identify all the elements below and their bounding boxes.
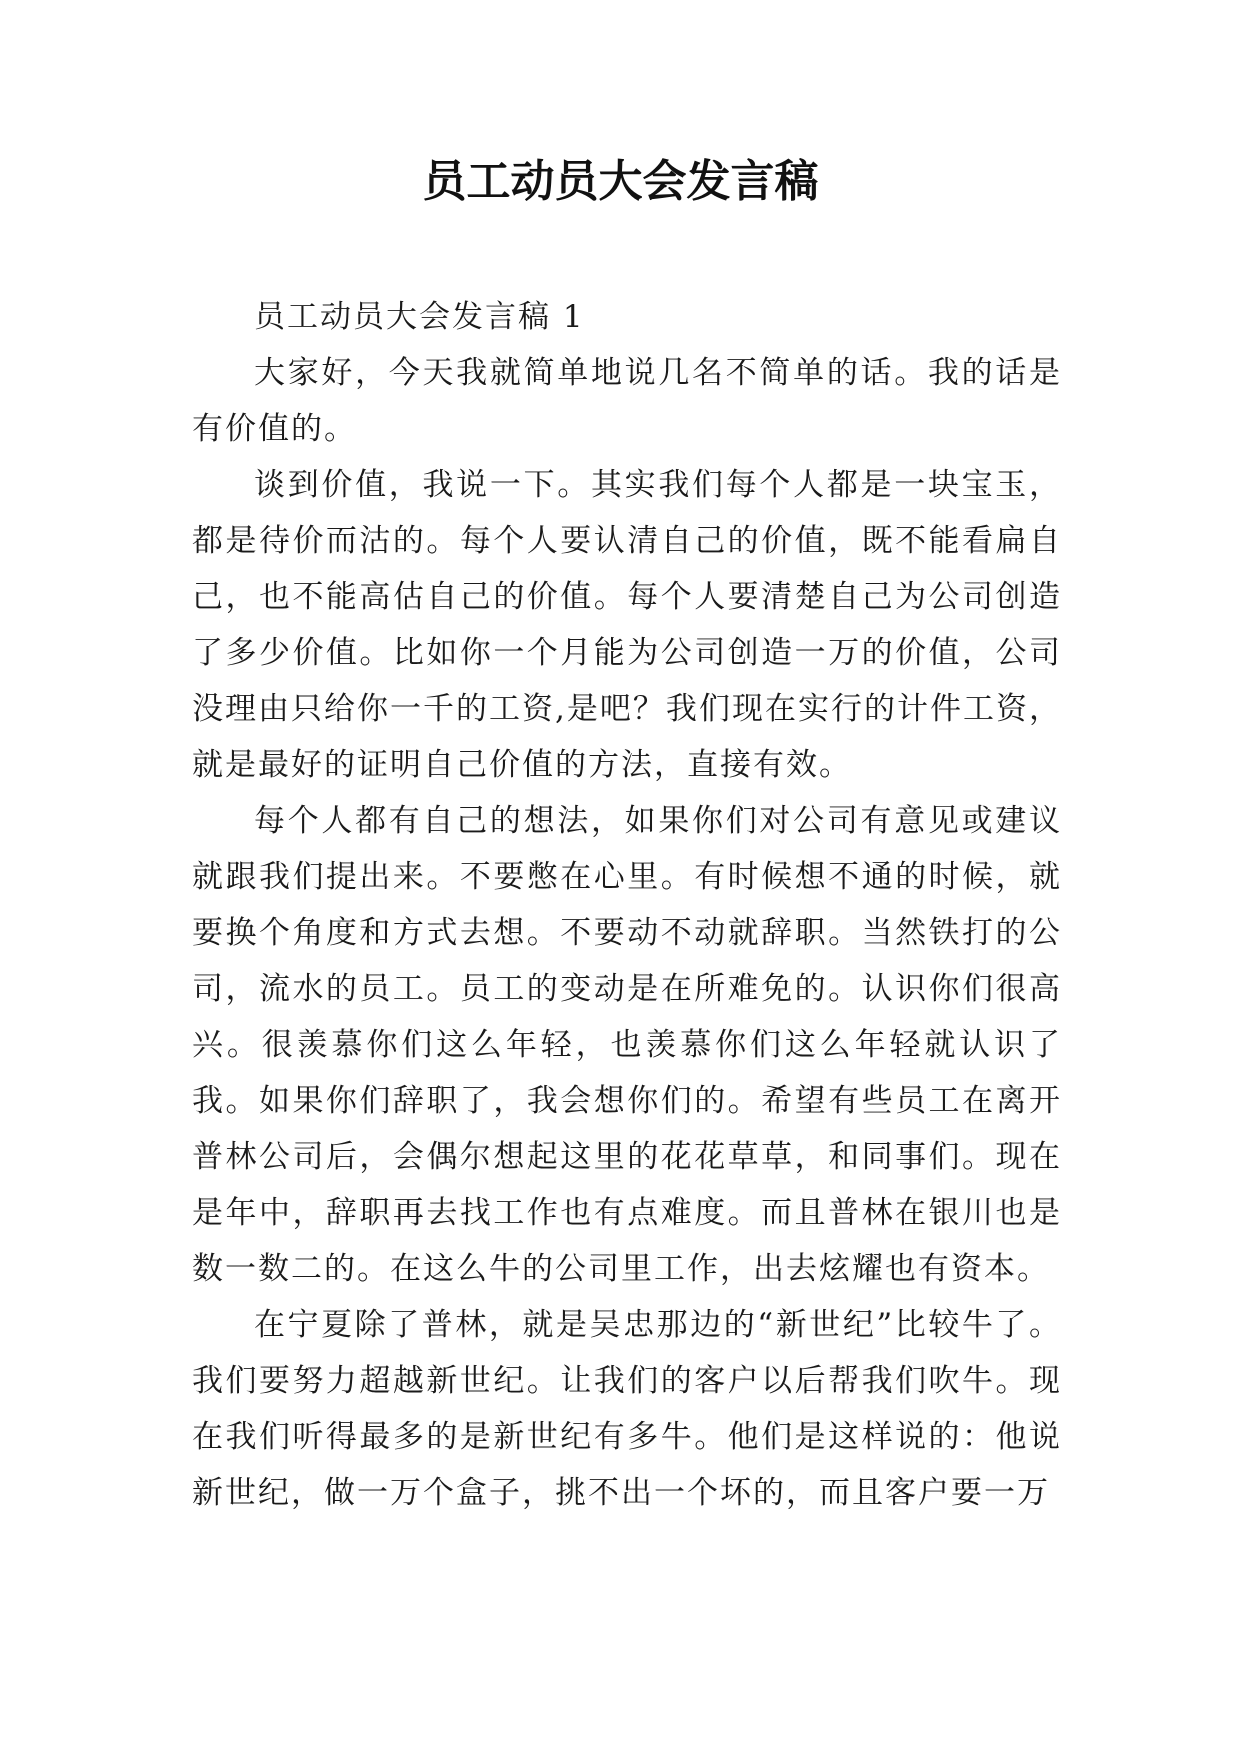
body-paragraph: 每个人都有自己的想法，如果你们对公司有意见或建议就跟我们提出来。不要憋在心里。有时候想不通的时候，就要换个角度和方式去想。不要动不动就辞职。当然铁打的公司，流水的员工。员工的变动是在所难免的。认识你们很高兴。很羡慕你们这么年轻，也羡慕你们这么年轻就认识了我。如果你们辞职了，我会想你们的。希望有些员工在离开普林公司后，会偶尔想起这里的花花草草，和同事们。现在是年中，辞职再去找工作也有点难度。而且普林在银川也是数一数二的。在这么牛的公司里工作，出去炫耀也有资本。 <box>192 803 1062 1287</box>
body-paragraph: 大家好，今天我就简单地说几名不简单的话。我的话是有价值的。 <box>192 355 1062 447</box>
document-title: 员工动员大会发言稿 <box>422 156 819 207</box>
document-body <box>192 289 1062 1521</box>
subtitle-paragraph: 员工动员大会发言稿 1 <box>254 299 585 335</box>
body-paragraph: 谈到价值，我说一下。其实我们每个人都是一块宝玉，都是待价而沽的。每个人要认清自己的价值，既不能看扁自己，也不能高估自己的价值。每个人要清楚自己为公司创造了多少价值。比如你一个月能为公司创造一万的价值，公司没理由只给你一千的工资,是吧？我们现在实行的计件工资，就是最好的证明自己价值的方法，直接有效。 <box>192 467 1062 783</box>
body-paragraph: 在宁夏除了普林，就是吴忠那边的“新世纪”比较牛了。我们要努力超越新世纪。让我们的客户以后帮我们吹牛。现在我们听得最多的是新世纪有多牛。他们是这样说的：他说新世纪，做一万个盒子，挑不出一个坏的，而且客户要一万 <box>192 1307 1062 1511</box>
